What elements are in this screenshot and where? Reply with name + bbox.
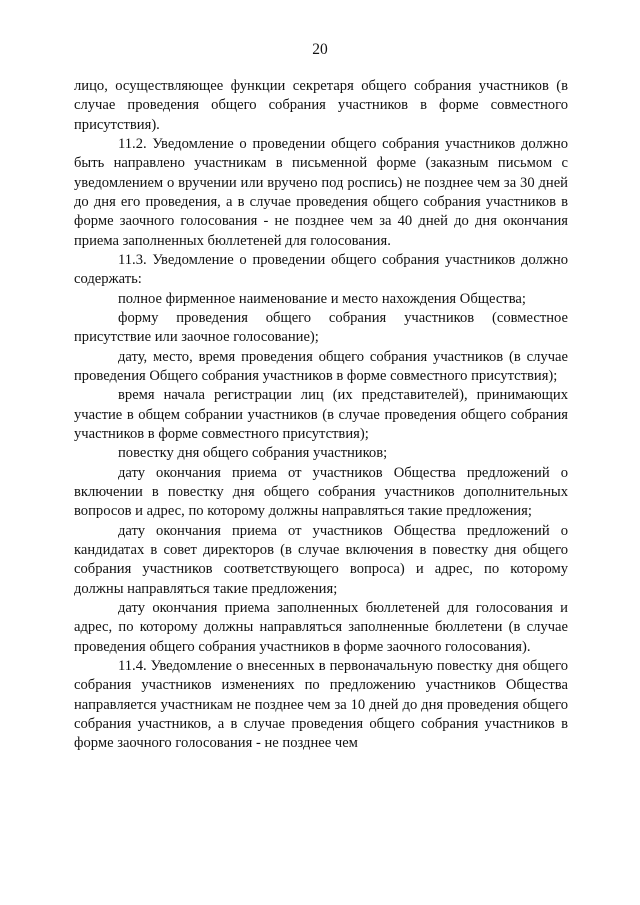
- list-item-registration-time: время начала регистрации лиц (их представителей), принимающих участие в общем собрании участников (в случае проведения общего собрания участников в форме совместного присутствия);: [74, 387, 568, 442]
- paragraph-11-2: 11.2. Уведомление о проведении общего собрания участников должно быть направлено участникам в письменной форме (заказным письмом с уведомлением о вручении или вручено под роспись) не позднее чем за 30 дней до дня его проведения, а в случае проведения общего собрания участников в форме заочного голосования - не позднее чем за 40 дней до дня окончания приема заполненных бюллетеней для голосования.: [74, 135, 568, 249]
- paragraph-11-4: 11.4. Уведомление о внесенных в первоначальную повестку дня общего собрания участников изменениях по предложению участников Общества направляется участникам не позднее чем за 10 дней до дня проведения общего собрания участников, а в случае проведения общего собрания участников в форме заочного голосования - не позднее чем: [74, 657, 568, 752]
- paragraph-11-3: 11.3. Уведомление о проведении общего собрания участников должно содержать:: [74, 251, 568, 288]
- list-item-ballots-deadline: дату окончания приема заполненных бюллетеней для голосования и адрес, по которому должны направляться заполненные бюллетени (в случае проведения общего собрания участников в форме заочного голосования).: [74, 599, 568, 655]
- list-item-date-place-time: дату, место, время проведения общего собрания участников (в случае проведения Общего собрания участников в форме совместного присутствия);: [74, 348, 568, 384]
- page-number: 20: [312, 41, 328, 58]
- paragraph-continuation: лицо, осуществляющее функции секретаря общего собрания участников (в случае проведения общего собрания участников в форме совместного присутствия).: [74, 78, 568, 133]
- list-item-agenda-proposals-deadline: дату окончания приема от участников Общества предложений о включении в повестку дня общего собрания участников дополнительных вопросов и адрес, по которому должны направляться такие предложения;: [74, 464, 568, 520]
- list-item-board-candidates-deadline: дату окончания приема от участников Общества предложений о кандидатах в совет директоров (в случае включения в повестку дня общего собрания участников соответствующего вопроса) и адрес, по которому должны направляться такие предложения;: [74, 522, 568, 597]
- document-body: [74, 77, 568, 753]
- list-item-company-name: полное фирменное наименование и место нахождения Общества;: [118, 290, 526, 307]
- list-item-meeting-form: форму проведения общего собрания участников (совместное присутствие или заочное голосование);: [74, 309, 568, 346]
- list-item-agenda: повестку дня общего собрания участников;: [118, 445, 388, 462]
